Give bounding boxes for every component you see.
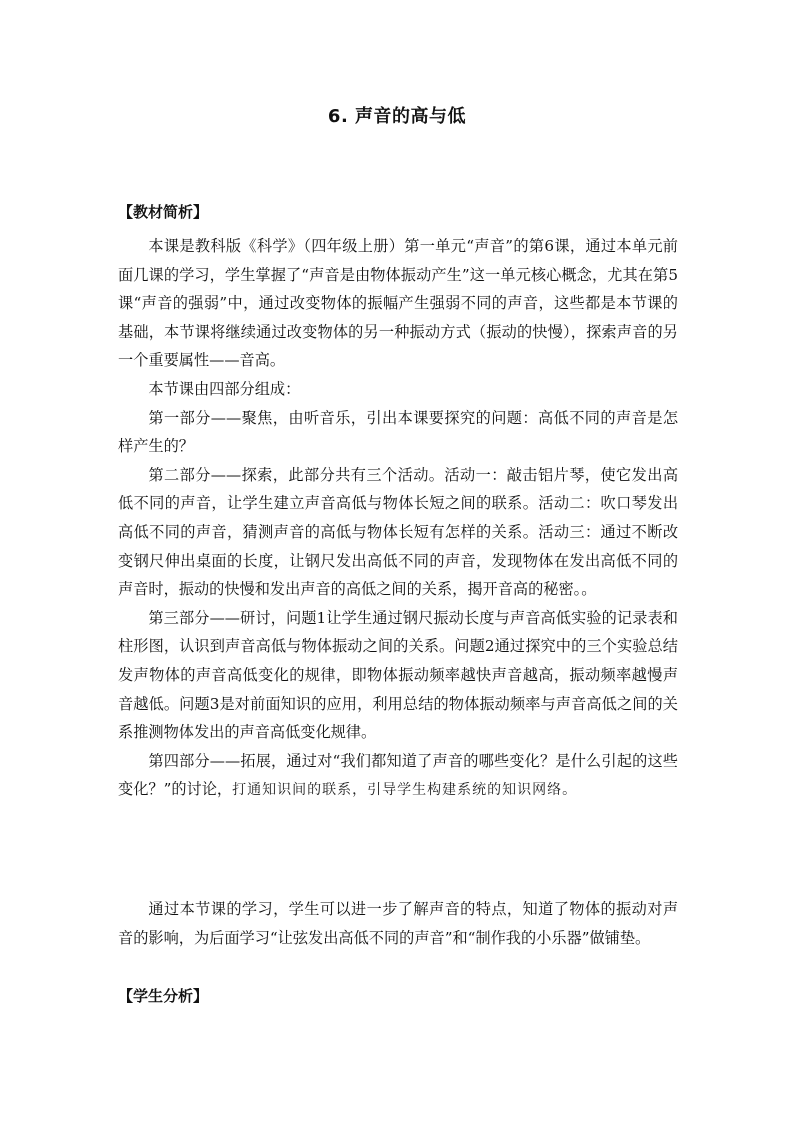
- paragraph-structure: 本节课由四部分组成：: [148, 379, 301, 398]
- paragraph-part-four: [118, 747, 678, 805]
- paragraph-part-four-handwritten: 打通知识间的联系，引导学生构建系统的知识网络。: [232, 782, 578, 799]
- paragraph-part-one: 第一部分——聚焦，由听音乐，引出本课要探究的问题：高低不同的声音是怎样产生的？: [118, 408, 678, 456]
- paragraph-part-four-text: 第四部分——拓展，通过对“我们都知道了声音的哪些变化？是什么引起的这些变化？”的讨论，: [118, 751, 678, 799]
- document-title: 6. 声音的高与低: [327, 106, 467, 127]
- section-heading-student-analysis: 【学生分析】: [118, 987, 209, 1005]
- summary-body: [118, 895, 678, 952]
- section-heading-textbook-analysis: 【教材简析】: [118, 203, 209, 221]
- paragraph-part-three: 第三部分——研讨，问题1让学生通过钢尺振动长度与声音高低实验的记录表和柱形图，认识到声音高低与物体振动之间的关系。问题2通过探究中的三个实验总结发声物体的声音高低变化的规律，即物体振动频率越快声音越高，振动频率越慢声音越低。问题3是对前面知识的应用，利用总结的物体振动频率与声音高低之间的关系推测物体发出的声音高低变化规律。: [118, 608, 678, 742]
- paragraph-summary: 通过本节课的学习，学生可以进一步了解声音的特点，知道了物体的振动对声音的影响，为后面学习“让弦发出高低不同的声音”和“制作我的小乐器”做铺垫。: [118, 900, 678, 947]
- paragraph-part-two: 第二部分——探索，此部分共有三个活动。活动一：敲击铝片琴，使它发出高低不同的声音，让学生建立声音高低与物体长短之间的联系。活动二：吹口琴发出高低不同的声音，猜测声音的高低与物体长短有怎样的关系。活动三：通过不断改变钢尺伸出桌面的长度，让钢尺发出高低不同的声音，发现物体在发出高低不同的声音时，振动的快慢和发出声音的高低之间的关系，揭开音高的秘密。。: [118, 465, 678, 599]
- paragraph-intro: 本课是教科版《科学》（四年级上册）第一单元“声音”的第6课，通过本单元前面几课的学习，学生掌握了“声音是由物体振动产生”这一单元核心概念，尤其在第5课“声音的强弱”中，通过改变物体的振幅产生强弱不同的声音，这些都是本节课的基础，本节课将继续通过改变物体的另一种振动方式（振动的快慢），探索声音的另一个重要属性——音高。: [118, 237, 678, 370]
- textbook-analysis-body: [118, 232, 678, 805]
